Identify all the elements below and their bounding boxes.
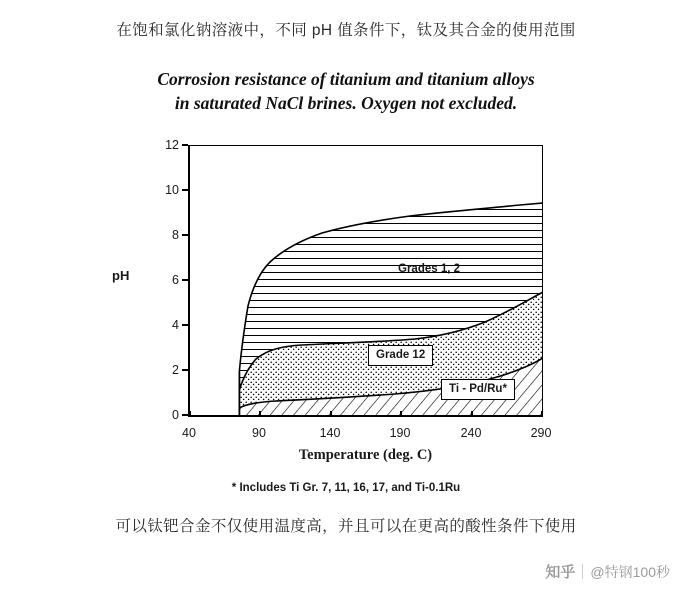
axis-ticks [165,138,552,440]
chart-title-line-2: in saturated NaCl brines. Oxygen not excluded. [174,92,518,113]
x-tick-label: 190 [389,426,411,440]
plot-wrapper [165,138,552,440]
annotation-grades-1-2: Grades 1, 2 [398,263,461,275]
zhihu-logo: 知乎 [545,564,576,581]
caption-top: 在饱和氯化钠溶液中，不同 pH 值条件下，钛及其合金的使用范围 [116,22,576,39]
y-tick-label: 0 [172,408,179,422]
x-axis-label: Temperature (deg. C) [298,447,433,463]
x-tick-label: 140 [319,426,341,440]
caption-bottom: 可以钛钯合金不仅使用温度高，并且可以在更高的酸性条件下使用 [115,518,577,535]
y-tick-label: 8 [172,228,179,242]
chart-title [0,68,692,115]
watermark [545,561,670,582]
x-tick-label: 90 [252,426,266,440]
watermark-username: @特钢100秒 [590,563,670,580]
y-tick-label: 6 [172,273,179,287]
y-axis-label: pH [112,268,130,283]
y-tick-label: 12 [165,138,179,152]
x-tick-label: 40 [182,426,196,440]
y-tick-label: 10 [165,183,179,197]
y-tick-label: 2 [172,363,179,377]
chart-figure [0,130,692,494]
x-tick-label: 240 [460,426,482,440]
annotation-ti-pd-ru: Ti - Pd/Ru* [441,379,515,400]
chart-title-line-1: Corrosion resistance of titanium and titanium alloys [157,69,535,89]
annotation-grade-12: Grade 12 [368,345,433,366]
watermark-divider [582,564,583,579]
chart-footnote: * Includes Ti Gr. 7, 11, 16, 17, and Ti-0.1Ru [231,482,461,494]
y-tick-label: 4 [172,318,179,332]
x-tick-label: 290 [530,426,552,440]
